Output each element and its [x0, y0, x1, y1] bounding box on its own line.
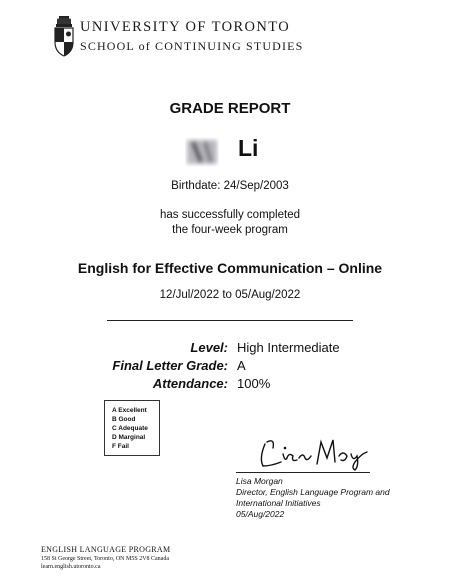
- school-name: SCHOOL of CONTINUING STUDIES: [80, 39, 304, 53]
- level-label: Level:: [190, 340, 228, 355]
- signer-title-line1: Director, English Language Program and: [236, 487, 390, 497]
- redacted-name-blur: [185, 136, 219, 168]
- level-value: High Intermediate: [237, 340, 340, 355]
- grade-legend-box: [104, 400, 160, 456]
- legend-item: F Fail: [112, 443, 129, 450]
- university-crest-logo: [53, 16, 75, 58]
- legend-item: D Marginal: [112, 434, 146, 441]
- report-title: GRADE REPORT: [169, 100, 291, 117]
- handwritten-signature: [255, 432, 373, 472]
- legend-item: A Excellent: [112, 407, 147, 414]
- course-title: English for Effective Communication – Online: [77, 260, 383, 276]
- student-name: Li: [238, 135, 259, 161]
- signer-title-line2: International Initiatives: [236, 498, 321, 508]
- completion-text-line2: the four-week program: [172, 224, 288, 236]
- signature-line: [236, 472, 370, 473]
- legend-item: B Good: [112, 416, 136, 423]
- completion-text-line1: has successfully completed: [160, 209, 300, 221]
- divider-line: [107, 320, 353, 321]
- footer-address: 158 St George Street, Toronto, ON M5S 2V8 Canada: [41, 556, 170, 562]
- final-grade-label: Final Letter Grade:: [112, 358, 228, 373]
- footer-program-name: ENGLISH LANGUAGE PROGRAM: [41, 545, 171, 554]
- final-grade-value: A: [237, 358, 246, 373]
- signature-date: 05/Aug/2022: [236, 509, 285, 519]
- footer-website: learn.english.utoronto.ca: [41, 564, 101, 570]
- attendance-value: 100%: [237, 376, 271, 391]
- legend-item: C Adequate: [112, 425, 148, 432]
- birthdate: Birthdate: 24/Sep/2003: [171, 180, 289, 192]
- university-name: UNIVERSITY OF TORONTO: [80, 19, 291, 35]
- course-dates: 12/Jul/2022 to 05/Aug/2022: [159, 289, 301, 301]
- attendance-label: Attendance:: [152, 376, 228, 391]
- signer-name: Lisa Morgan: [236, 476, 283, 486]
